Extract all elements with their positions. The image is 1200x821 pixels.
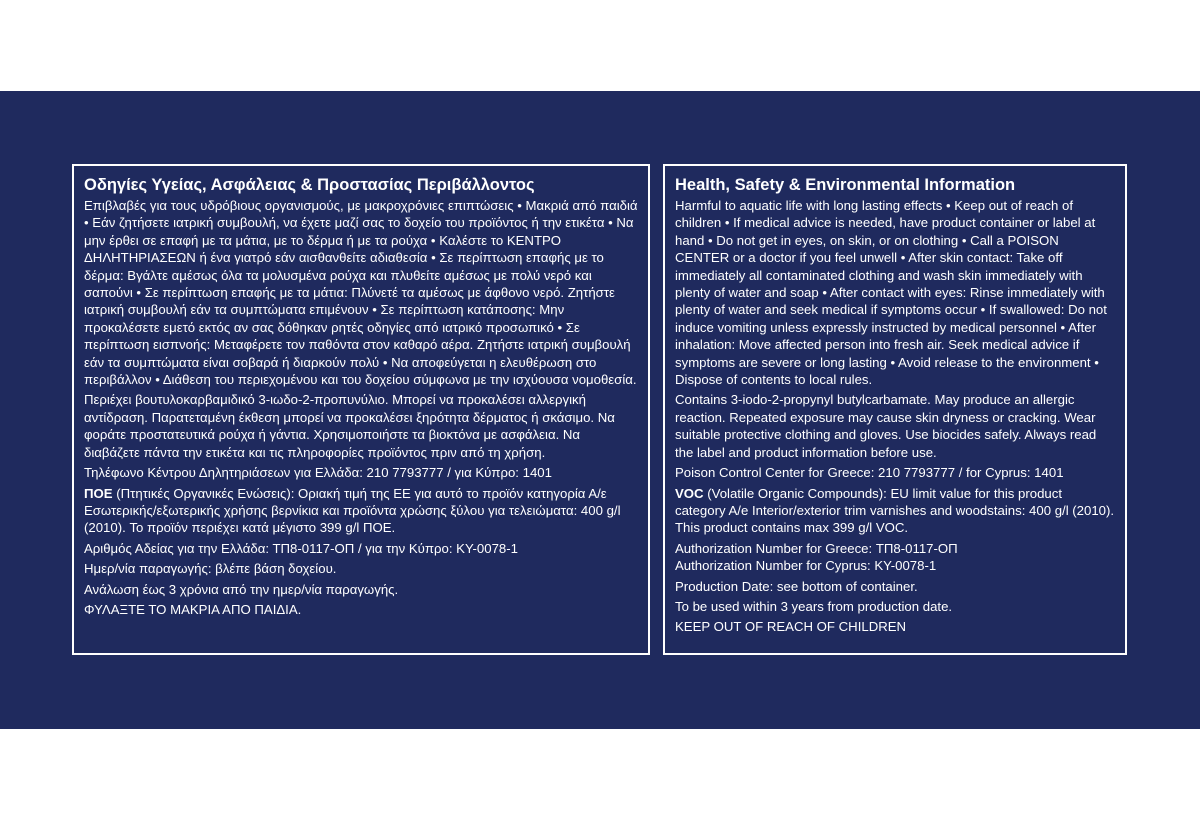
greek-contains-text: Περιέχει βουτυλοκαρβαμιδικό 3-ιωδο-2-προπυνύλιο. Μπορεί να προκαλέσει αλλεργική αντίδραση. Παρατεταμένη έκθεση μπορεί να προκαλέσει ξηρότητα δέρματος ή σκάσιμο. Να φοράτε προστατευτικά ρούχα ή γάντια. Χρησιμοποιήστε τα βιοκτόνα με ασφάλεια. Να διαβάζετε πάντα την ετικέτα και τις πληροφορίες προϊόντος πριν από τη χρήση. — [84, 392, 615, 460]
english-use-within: To be used within 3 years from production date. — [675, 598, 953, 614]
english-poison-center: Poison Control Center for Greece: 210 7793777 / for Cyprus: 1401 — [675, 465, 1064, 481]
greek-poison-center: Τηλέφωνο Κέντρου Δηλητηριάσεων για Ελλάδα: 210 7793777 / για Κύπρο: 1401 — [84, 465, 552, 481]
english-hazard-text: Harmful to aquatic life with long lasting effects • Keep out of reach of children • If medical advice is needed, have product container or label at hand • Do not get in eyes, on skin, or on clothing • Call a POISON CENTER or a doctor if you feel unwell • After skin contact: Take off immediately all contaminated clothing and wash skin immediately with plenty of water and soap • After contact with eyes: Rinse immediately with plenty of water and seek medical if symptoms occur • If swallowed: Do not induce vomiting unless expressly instructed by medical personnel • After inhalation: Move affected person into fresh air. Seek medical advice if symptoms are severe or long lasting • Avoid release to the environment • Dispose of contents to local rules. — [675, 198, 1107, 388]
english-auth-cyprus: Authorization Number for Cyprus: KY-0078-1 — [675, 558, 937, 574]
greek-use-within: Ανάλωση έως 3 χρόνια από την ημερ/νία παραγωγής. — [84, 581, 399, 597]
greek-production-date: Ημερ/νία παραγωγής: βλέπε βάση δοχείου. — [84, 561, 337, 577]
greek-info-panel — [72, 164, 650, 655]
english-voc-paragraph — [675, 485, 1115, 537]
english-voc-label: VOC — [675, 485, 704, 501]
english-info-panel — [663, 164, 1127, 655]
greek-panel-title: Οδηγίες Υγείας, Ασφάλειας & Προστασίας Περιβάλλοντος — [84, 176, 535, 194]
greek-voc-paragraph — [84, 485, 638, 537]
english-contains-text: Contains 3-iodo-2-propynyl butylcarbamate. May produce an allergic reaction. Repeated exposure may cause skin dryness or cracking. Wear suitable protective clothing and gloves. Use biocides safely. Always read the label and product information before use. — [675, 392, 1097, 460]
greek-license-number: Αριθμός Αδείας για την Ελλάδα: ΤΠ8-0117-ΟΠ / για την Κύπρο: KY-0078-1 — [84, 540, 518, 556]
english-panel-title: Health, Safety & Environmental Information — [675, 176, 1016, 194]
english-keep-away: KEEP OUT OF REACH OF CHILDREN — [675, 619, 907, 635]
english-auth-greece: Authorization Number for Greece: ΤΠ8-0117-ΟΠ — [675, 540, 958, 556]
greek-voc-text: (Πτητικές Οργανικές Ενώσεις): Οριακή τιμή της ΕΕ για αυτό το προϊόν κατηγορία Α/ε Εσωτερικής/εξωτερικής χρήσης βερνίκια και προϊόντα χρώσης ξύλου για τελειώματα: 400 g/l (2010). Το προϊόν περιέχει κατά μέγιστο 399 g/l ΠΟΕ. — [84, 485, 621, 536]
english-production-date: Production Date: see bottom of container. — [675, 578, 918, 594]
greek-keep-away: ΦΥΛΑΞΤΕ ΤΟ ΜΑΚΡΙΑ ΑΠΟ ΠΑΙΔΙΑ. — [84, 601, 302, 617]
greek-hazard-text: Επιβλαβές για τους υδρόβιους οργανισμούς, με μακροχρόνιες επιπτώσεις • Μακριά από παιδιά • Εάν ζητήσετε ιατρική συμβουλή, να έχετε μαζί σας το δοχείο του προϊόντος ή την ετικέτα • Να μην έρθει σε επαφή με τα μάτια, με το δέρμα ή με τα ρούχα • Καλέστε το ΚΕΝΤΡΟ ΔΗΛΗΤΗΡΙΑΣΕΩΝ ή ένα γιατρό εάν αισθανθείτε αδιαθεσία • Σε περίπτωση επαφής με το δέρμα: Βγάλτε αμέσως όλα τα μολυσμένα ρούχα και πλυθείτε αμέσως με πολύ νερό και σαπούνι • Σε περίπτωση επαφής με τα μάτια: Πλύνετέ τα αμέσως με άφθονο νερό. Ζητήστε ιατρική συμβουλή εάν τα συμπτώματα επιμένουν • Σε περίπτωση κατάποσης: Μην προκαλέσετε εμετό εκτός αν σας δόθηκαν ρητές οδηγίες από ιατρικό προσωπικό • Σε περίπτωση εισπνοής: Μεταφέρετε τον παθόντα στον καθαρό αέρα. Ζητήστε ιατρική συμβουλή εάν τα συμπτώματα είναι σοβαρά ή διαρκούν πολύ • Να αποφεύγεται η ελευθέρωση στο περιβάλλον • Διάθεση του περιεχομένου και του δοχείου σύμφωνα με την ισχύουσα νομοθεσία. — [84, 198, 638, 388]
english-voc-text: (Volatile Organic Compounds): EU limit value for this product category A/e Interior/exterior trim varnishes and woodstains: 400 g/l (2010). This product contains max 399 g/l VOC. — [675, 485, 1115, 536]
greek-voc-label: ΠΟΕ — [84, 485, 113, 501]
